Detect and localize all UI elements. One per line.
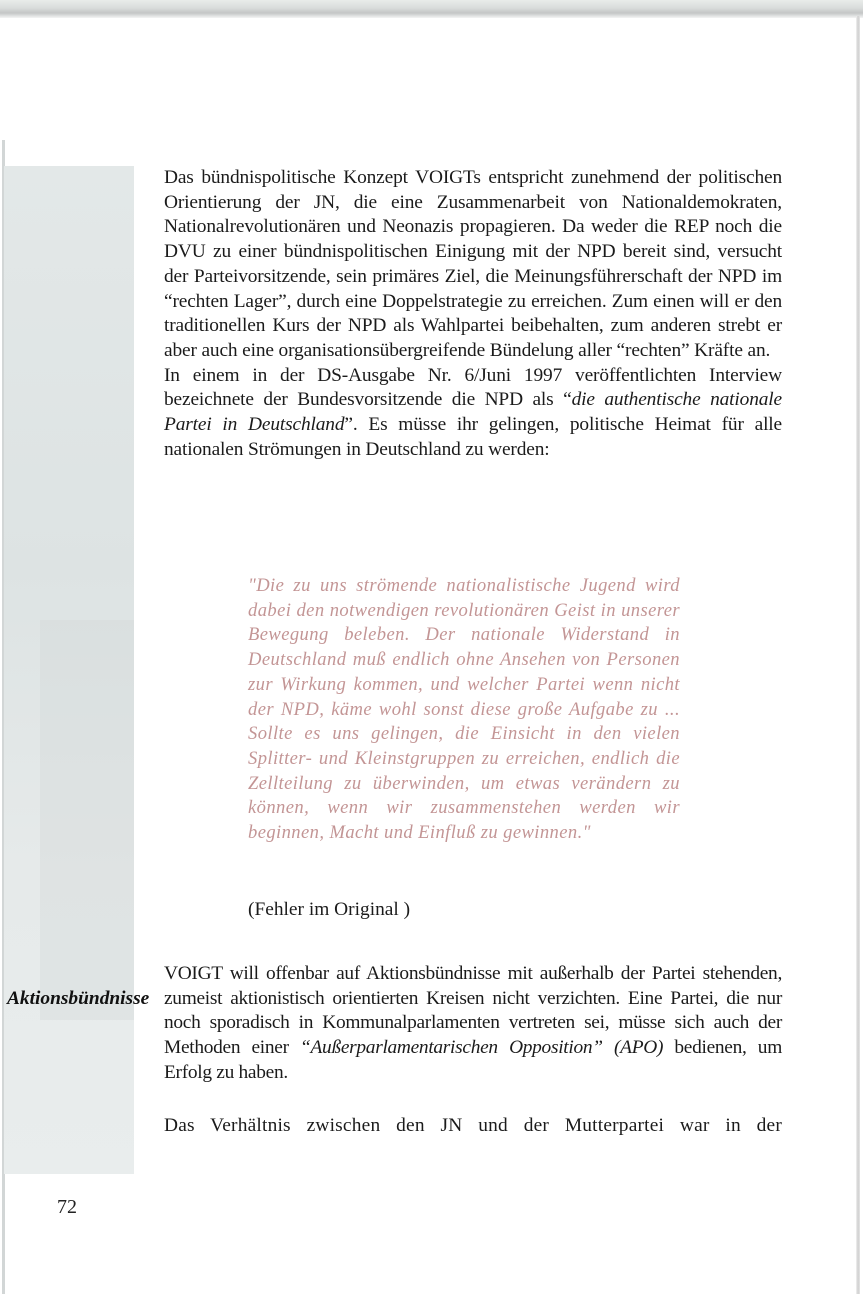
paragraph-action-alliances-lead: VOIGT will offenbar auf Aktionsbündnisse mit außerhalb der Partei stehenden, zumeist aktionistisch orientierten Kreisen nicht verzichten. Eine Partei, die nur noch sporadisch in Kommunalparlamenten vertreten sei, müsse sich auch der Methoden einer — [164, 963, 782, 1059]
paragraph-action-alliances-text — [164, 962, 782, 1086]
quote-note: (Fehler im Original ) — [248, 899, 411, 920]
paragraph-relationship: Das Verhältnis zwischen den JN und der Mutterpartei war in der — [164, 1115, 782, 1136]
margin-show-through-shade — [40, 620, 134, 1020]
paragraph-interview-italic: die authentische nationale Partei in Deutschland — [164, 389, 782, 436]
paragraph-action-alliances-italic: “Außerparlamentarischen Opposition” (APO) — [300, 1037, 664, 1059]
margin-side-heading: Aktionsbündnisse — [7, 988, 150, 1009]
block-quote — [248, 574, 680, 846]
paragraph-alliance-concept: Das bündnispolitische Konzept VOIGTs entspricht zunehmend der politischen Orientierung der JN, die eine Zusammenarbeit von Nationaldemokraten, Nationalrevolutionären und Neonazis propagieren. Da weder die REP noch die DVU zu einer bündnispolitischen Einigung mit der NPD bereit sind, versucht der Parteivorsitzende, sein primäres Ziel, die Meinungsführerschaft der NPD im “rechten Lager”, durch eine Doppelstrategie zu erreichen. Zum einen will er den traditionellen Kurs der NPD als Wahlpartei beibehalten, zum anderen strebt er aber auch eine organisationsübergreifende Bündelung aller “rechten” Kräfte an. — [164, 167, 782, 361]
body-text-top — [164, 166, 782, 462]
page-right-edge — [856, 16, 860, 1294]
paragraph-action-alliances-tail: bedienen, um Erfolg zu haben. — [164, 1037, 782, 1083]
paragraph-interview-lead: In einem in der DS-Ausgabe Nr. 6/Juni 1997 veröffentlichten Interview bezeichnete der Bundesvorsitzende die NPD als “ — [164, 364, 782, 411]
paragraph-action-alliances — [164, 962, 782, 1086]
paragraph-interview — [164, 364, 782, 463]
page-top-edge-shadow — [0, 0, 863, 18]
page-number: 72 — [57, 1196, 77, 1218]
paragraph-interview-tail: ”. Es müsse ihr gelingen, politische Heimat für alle nationalen Strömungen in Deutschland zu werden: — [164, 414, 783, 460]
block-quote-text: "Die zu uns strömende nationalistische Jugend wird dabei den notwendigen revolutionären Geist in unserer Bewegung beleben. Der nationale Widerstand in Deutschland muß endlich ohne Ansehen von Personen zur Wirkung kommen, und welcher Partei wenn nicht der NPD, käme wohl sonst diese große Aufgabe zu ... Sollte es uns gelingen, die Einsicht in den vielen Splitter- und Kleinstgruppen zu erreichen, endlich die Zellteilung zu überwinden, um etwas verändern zu können, wenn wir zusammenstehen werden wir beginnen, Macht und Einfluß zu gewinnen." — [248, 575, 680, 844]
